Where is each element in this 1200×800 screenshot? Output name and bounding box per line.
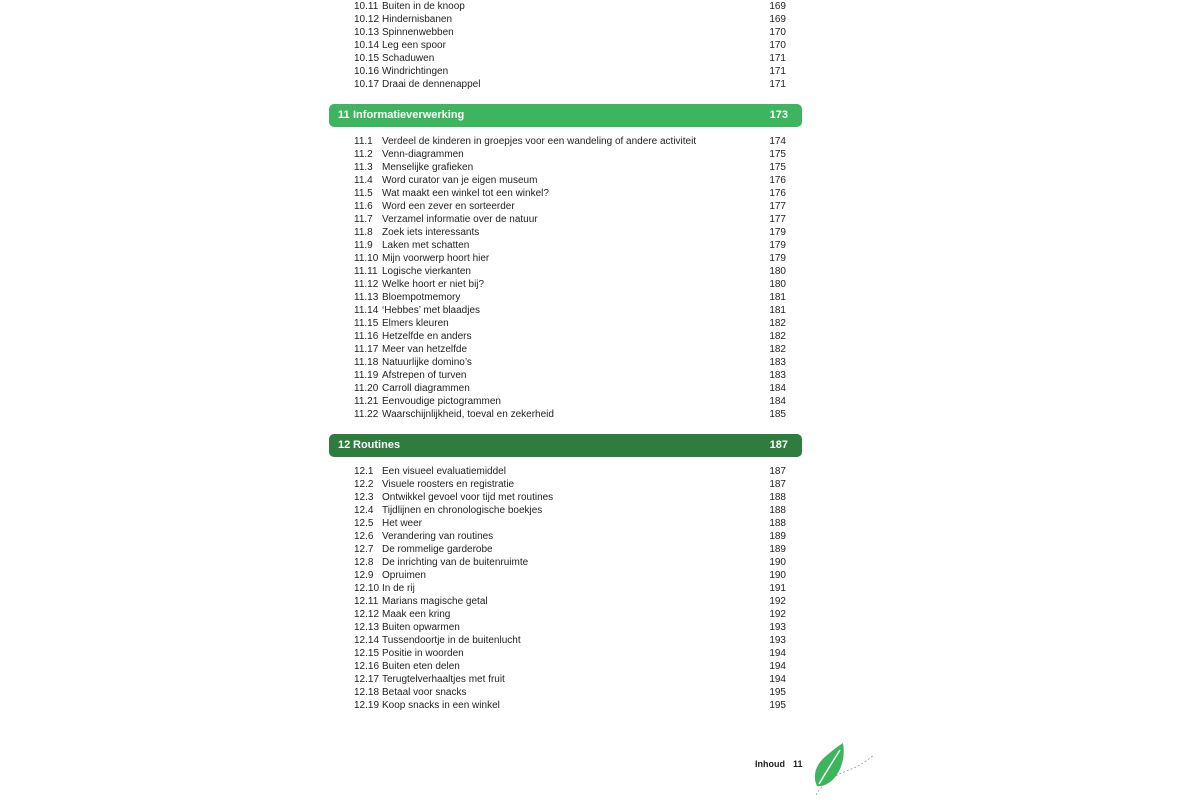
entry-page: 190 bbox=[769, 557, 786, 568]
entry-page: 182 bbox=[769, 318, 786, 329]
entry-number: 11.10 bbox=[354, 253, 379, 264]
leaf-icon bbox=[810, 740, 880, 800]
toc-entry bbox=[354, 291, 786, 304]
entry-title: Een visueel evaluatiemiddel bbox=[382, 466, 506, 477]
entry-number: 10.16 bbox=[354, 66, 380, 77]
entry-title: Het weer bbox=[382, 518, 423, 529]
chapter-title: Informatieverwerking bbox=[353, 109, 465, 121]
entry-number: 11.5 bbox=[354, 188, 373, 199]
entry-title: Hetzelfde en anders bbox=[382, 331, 472, 342]
toc-entry bbox=[354, 343, 786, 356]
entry-number: 11.21 bbox=[354, 396, 379, 407]
entry-page: 193 bbox=[769, 622, 786, 633]
entry-number: 11.12 bbox=[354, 279, 379, 290]
entry-page: 184 bbox=[769, 396, 786, 407]
entry-number: 11.7 bbox=[354, 214, 373, 225]
entry-page: 185 bbox=[769, 409, 786, 420]
footer-page-number: 11 bbox=[793, 759, 803, 769]
entry-page: 175 bbox=[769, 149, 786, 160]
entry-title: Logische vierkanten bbox=[382, 266, 471, 277]
entry-title: Word curator van je eigen museum bbox=[382, 175, 538, 186]
entry-title: Schaduwen bbox=[382, 53, 435, 64]
entry-page: 179 bbox=[769, 253, 786, 264]
toc-entry bbox=[354, 252, 786, 265]
entry-number: 10.13 bbox=[354, 27, 380, 38]
entry-number: 12.16 bbox=[354, 661, 380, 672]
toc-entry bbox=[354, 135, 786, 148]
entry-title: Eenvoudige pictogrammen bbox=[382, 396, 501, 407]
entry-page: 188 bbox=[769, 492, 786, 503]
entry-number: 12.10 bbox=[354, 583, 380, 594]
toc-entry bbox=[354, 491, 786, 504]
entry-title: Buiten opwarmen bbox=[382, 622, 460, 633]
entry-number: 12.4 bbox=[354, 505, 374, 516]
entry-page: 183 bbox=[769, 370, 786, 381]
entry-page: 180 bbox=[769, 279, 786, 290]
toc-entry bbox=[354, 395, 786, 408]
toc-entry bbox=[354, 239, 786, 252]
entry-page: 181 bbox=[769, 292, 786, 303]
toc-entry bbox=[354, 187, 786, 200]
entry-number: 10.14 bbox=[354, 40, 380, 51]
entry-number: 12.6 bbox=[354, 531, 374, 542]
entry-page: 174 bbox=[769, 136, 786, 147]
chapter-number: 11 bbox=[338, 109, 350, 121]
entry-title: Verandering van routines bbox=[382, 531, 494, 542]
entry-page: 177 bbox=[769, 214, 786, 225]
entry-title: Windrichtingen bbox=[382, 66, 449, 77]
entry-title: De inrichting van de buitenruimte bbox=[382, 557, 529, 568]
entry-number: 11.20 bbox=[354, 383, 379, 394]
toc-entry bbox=[354, 621, 786, 634]
toc-entry bbox=[354, 161, 786, 174]
entry-title: Opruimen bbox=[382, 570, 426, 581]
entry-title: Ontwikkel gevoel voor tijd met routines bbox=[382, 492, 554, 503]
entry-number: 10.11 bbox=[354, 1, 379, 12]
entry-page: 176 bbox=[769, 188, 786, 199]
entry-number: 12.13 bbox=[354, 622, 380, 633]
entry-number: 11.17 bbox=[354, 344, 379, 355]
entry-title: Welke hoort er niet bij? bbox=[382, 279, 485, 290]
entry-page: 181 bbox=[769, 305, 786, 316]
entry-number: 12.15 bbox=[354, 648, 380, 659]
entry-page: 170 bbox=[769, 40, 786, 51]
entry-page: 184 bbox=[769, 383, 786, 394]
chapter-number: 12 bbox=[338, 439, 351, 451]
entry-title: Verzamel informatie over de natuur bbox=[382, 214, 538, 225]
entry-page: 191 bbox=[769, 583, 786, 594]
entry-page: 189 bbox=[769, 544, 786, 555]
entry-title: Afstrepen of turven bbox=[382, 370, 467, 381]
toc-entry bbox=[354, 647, 786, 660]
toc-entry bbox=[354, 52, 786, 65]
entry-title: In de rij bbox=[382, 583, 415, 594]
entry-number: 11.13 bbox=[354, 292, 379, 303]
entry-title: Word een zever en sorteerder bbox=[382, 201, 515, 212]
entry-number: 11.18 bbox=[354, 357, 379, 368]
toc-entry bbox=[354, 200, 786, 213]
toc-entry bbox=[354, 408, 786, 421]
entry-page: 194 bbox=[769, 661, 786, 672]
entry-title: Hindernisbanen bbox=[382, 14, 453, 25]
toc-entry bbox=[354, 226, 786, 239]
entry-number: 11.11 bbox=[354, 266, 378, 277]
toc-entry bbox=[354, 265, 786, 278]
entry-number: 12.8 bbox=[354, 557, 374, 568]
toc-entry bbox=[354, 78, 786, 91]
entry-title: Betaal voor snacks bbox=[382, 687, 467, 698]
entry-number: 12.11 bbox=[354, 596, 379, 607]
toc-list-chapter-12 bbox=[354, 465, 786, 712]
entry-title: Tussendoortje in de buitenlucht bbox=[382, 635, 521, 646]
toc-entry bbox=[354, 382, 786, 395]
toc-entry bbox=[354, 213, 786, 226]
entry-number: 12.19 bbox=[354, 700, 380, 711]
entry-number: 11.4 bbox=[354, 175, 373, 186]
entry-page: 195 bbox=[769, 687, 786, 698]
toc-entry bbox=[354, 660, 786, 673]
toc-entry bbox=[354, 304, 786, 317]
chapter-heading-12 bbox=[329, 434, 802, 457]
entry-title: Leg een spoor bbox=[382, 40, 446, 51]
entry-page: 188 bbox=[769, 518, 786, 529]
entry-title: Buiten in de knoop bbox=[382, 1, 465, 12]
entry-title: Wat maakt een winkel tot een winkel? bbox=[382, 188, 549, 199]
toc-entry bbox=[354, 686, 786, 699]
entry-title: Venn-diagrammen bbox=[382, 149, 464, 160]
entry-page: 171 bbox=[769, 66, 786, 77]
toc-entry bbox=[354, 278, 786, 291]
toc-entry bbox=[354, 330, 786, 343]
toc-entry bbox=[354, 673, 786, 686]
entry-number: 12.2 bbox=[354, 479, 374, 490]
entry-number: 11.1 bbox=[354, 136, 373, 147]
entry-page: 194 bbox=[769, 674, 786, 685]
entry-number: 11.14 bbox=[354, 305, 379, 316]
toc-entry bbox=[354, 13, 786, 26]
toc-entry bbox=[354, 556, 786, 569]
entry-page: 187 bbox=[769, 479, 786, 490]
toc-list-top bbox=[354, 0, 786, 91]
toc-entry bbox=[354, 595, 786, 608]
entry-number: 11.15 bbox=[354, 318, 379, 329]
entry-title: De rommelige garderobe bbox=[382, 544, 493, 555]
toc-entry bbox=[354, 356, 786, 369]
toc-entry bbox=[354, 543, 786, 556]
toc-entry bbox=[354, 0, 786, 13]
entry-title: Menselijke grafieken bbox=[382, 162, 474, 173]
entry-title: Laken met schatten bbox=[382, 240, 470, 251]
page-footer bbox=[755, 758, 803, 770]
entry-page: 182 bbox=[769, 331, 786, 342]
toc-entry bbox=[354, 317, 786, 330]
entry-page: 169 bbox=[769, 1, 786, 12]
entry-title: Carroll diagrammen bbox=[382, 383, 470, 394]
entry-number: 11.8 bbox=[354, 227, 373, 238]
toc-entry bbox=[354, 634, 786, 647]
entry-number: 12.18 bbox=[354, 687, 380, 698]
entry-number: 12.17 bbox=[354, 674, 380, 685]
entry-title: Spinnenwebben bbox=[382, 27, 454, 38]
entry-page: 171 bbox=[769, 79, 786, 90]
entry-page: 192 bbox=[769, 609, 786, 620]
entry-page: 190 bbox=[769, 570, 786, 581]
toc-entry bbox=[354, 504, 786, 517]
entry-number: 11.2 bbox=[354, 149, 373, 160]
entry-number: 12.5 bbox=[354, 518, 374, 529]
entry-number: 11.6 bbox=[354, 201, 373, 212]
footer-label: Inhoud bbox=[755, 759, 785, 769]
entry-number: 11.16 bbox=[354, 331, 379, 342]
entry-number: 11.22 bbox=[354, 409, 379, 420]
entry-title: Tijdlijnen en chronologische boekjes bbox=[382, 505, 543, 516]
entry-title: Koop snacks in een winkel bbox=[382, 700, 500, 711]
entry-title: ‘Hebbes’ met blaadjes bbox=[382, 305, 481, 316]
toc-entry bbox=[354, 369, 786, 382]
toc-entry bbox=[354, 148, 786, 161]
toc-entry bbox=[354, 478, 786, 491]
toc-entry bbox=[354, 608, 786, 621]
entry-title: Verdeel de kinderen in groepjes voor een wandeling of andere activiteit bbox=[382, 136, 697, 147]
entry-page: 180 bbox=[769, 266, 786, 277]
chapter-heading-11 bbox=[329, 104, 802, 127]
entry-page: 175 bbox=[769, 162, 786, 173]
toc-entry bbox=[354, 530, 786, 543]
toc-entry bbox=[354, 174, 786, 187]
toc-entry bbox=[354, 465, 786, 478]
entry-page: 189 bbox=[769, 531, 786, 542]
toc-entry bbox=[354, 517, 786, 530]
entry-number: 10.12 bbox=[354, 14, 380, 25]
entry-number: 11.3 bbox=[354, 162, 373, 173]
entry-page: 170 bbox=[769, 27, 786, 38]
entry-page: 188 bbox=[769, 505, 786, 516]
entry-number: 10.15 bbox=[354, 53, 380, 64]
entry-number: 12.9 bbox=[354, 570, 374, 581]
toc-entry bbox=[354, 582, 786, 595]
entry-title: Bloempotmemory bbox=[382, 292, 461, 303]
entry-page: 193 bbox=[769, 635, 786, 646]
entry-title: Zoek iets interessants bbox=[382, 227, 480, 238]
entry-number: 12.12 bbox=[354, 609, 380, 620]
entry-page: 171 bbox=[769, 53, 786, 64]
toc-list-chapter-11 bbox=[354, 135, 786, 421]
entry-number: 12.7 bbox=[354, 544, 374, 555]
toc-entry bbox=[354, 699, 786, 712]
entry-title: Buiten eten delen bbox=[382, 661, 460, 672]
entry-number: 12.1 bbox=[354, 466, 374, 477]
entry-title: Terugtelverhaaltjes met fruit bbox=[382, 674, 505, 685]
entry-page: 176 bbox=[769, 175, 786, 186]
entry-page: 182 bbox=[769, 344, 786, 355]
entry-page: 179 bbox=[769, 240, 786, 251]
entry-title: Positie in woorden bbox=[382, 648, 464, 659]
chapter-page: 187 bbox=[769, 439, 788, 451]
entry-page: 194 bbox=[769, 648, 786, 659]
entry-page: 169 bbox=[769, 14, 786, 25]
entry-title: Marians magische getal bbox=[382, 596, 488, 607]
entry-title: Draai de dennenappel bbox=[382, 79, 481, 90]
chapter-page: 173 bbox=[769, 109, 788, 121]
entry-page: 177 bbox=[769, 201, 786, 212]
toc-entry bbox=[354, 65, 786, 78]
entry-page: 195 bbox=[769, 700, 786, 711]
toc-entry bbox=[354, 26, 786, 39]
entry-page: 179 bbox=[769, 227, 786, 238]
toc-entry bbox=[354, 39, 786, 52]
chapter-title: Routines bbox=[353, 439, 401, 451]
entry-page: 192 bbox=[769, 596, 786, 607]
entry-page: 183 bbox=[769, 357, 786, 368]
entry-title: Natuurlijke domino’s bbox=[382, 357, 472, 368]
entry-title: Mijn voorwerp hoort hier bbox=[382, 253, 490, 264]
entry-number: 12.3 bbox=[354, 492, 374, 503]
entry-title: Visuele roosters en registratie bbox=[382, 479, 515, 490]
entry-title: Elmers kleuren bbox=[382, 318, 449, 329]
entry-title: Maak een kring bbox=[382, 609, 451, 620]
entry-number: 11.19 bbox=[354, 370, 379, 381]
entry-page: 187 bbox=[769, 466, 786, 477]
entry-title: Waarschijnlijkheid, toeval en zekerheid bbox=[382, 409, 554, 420]
entry-number: 11.9 bbox=[354, 240, 373, 251]
entry-number: 10.17 bbox=[354, 79, 380, 90]
toc-entry bbox=[354, 569, 786, 582]
entry-number: 12.14 bbox=[354, 635, 380, 646]
entry-title: Meer van hetzelfde bbox=[382, 344, 468, 355]
